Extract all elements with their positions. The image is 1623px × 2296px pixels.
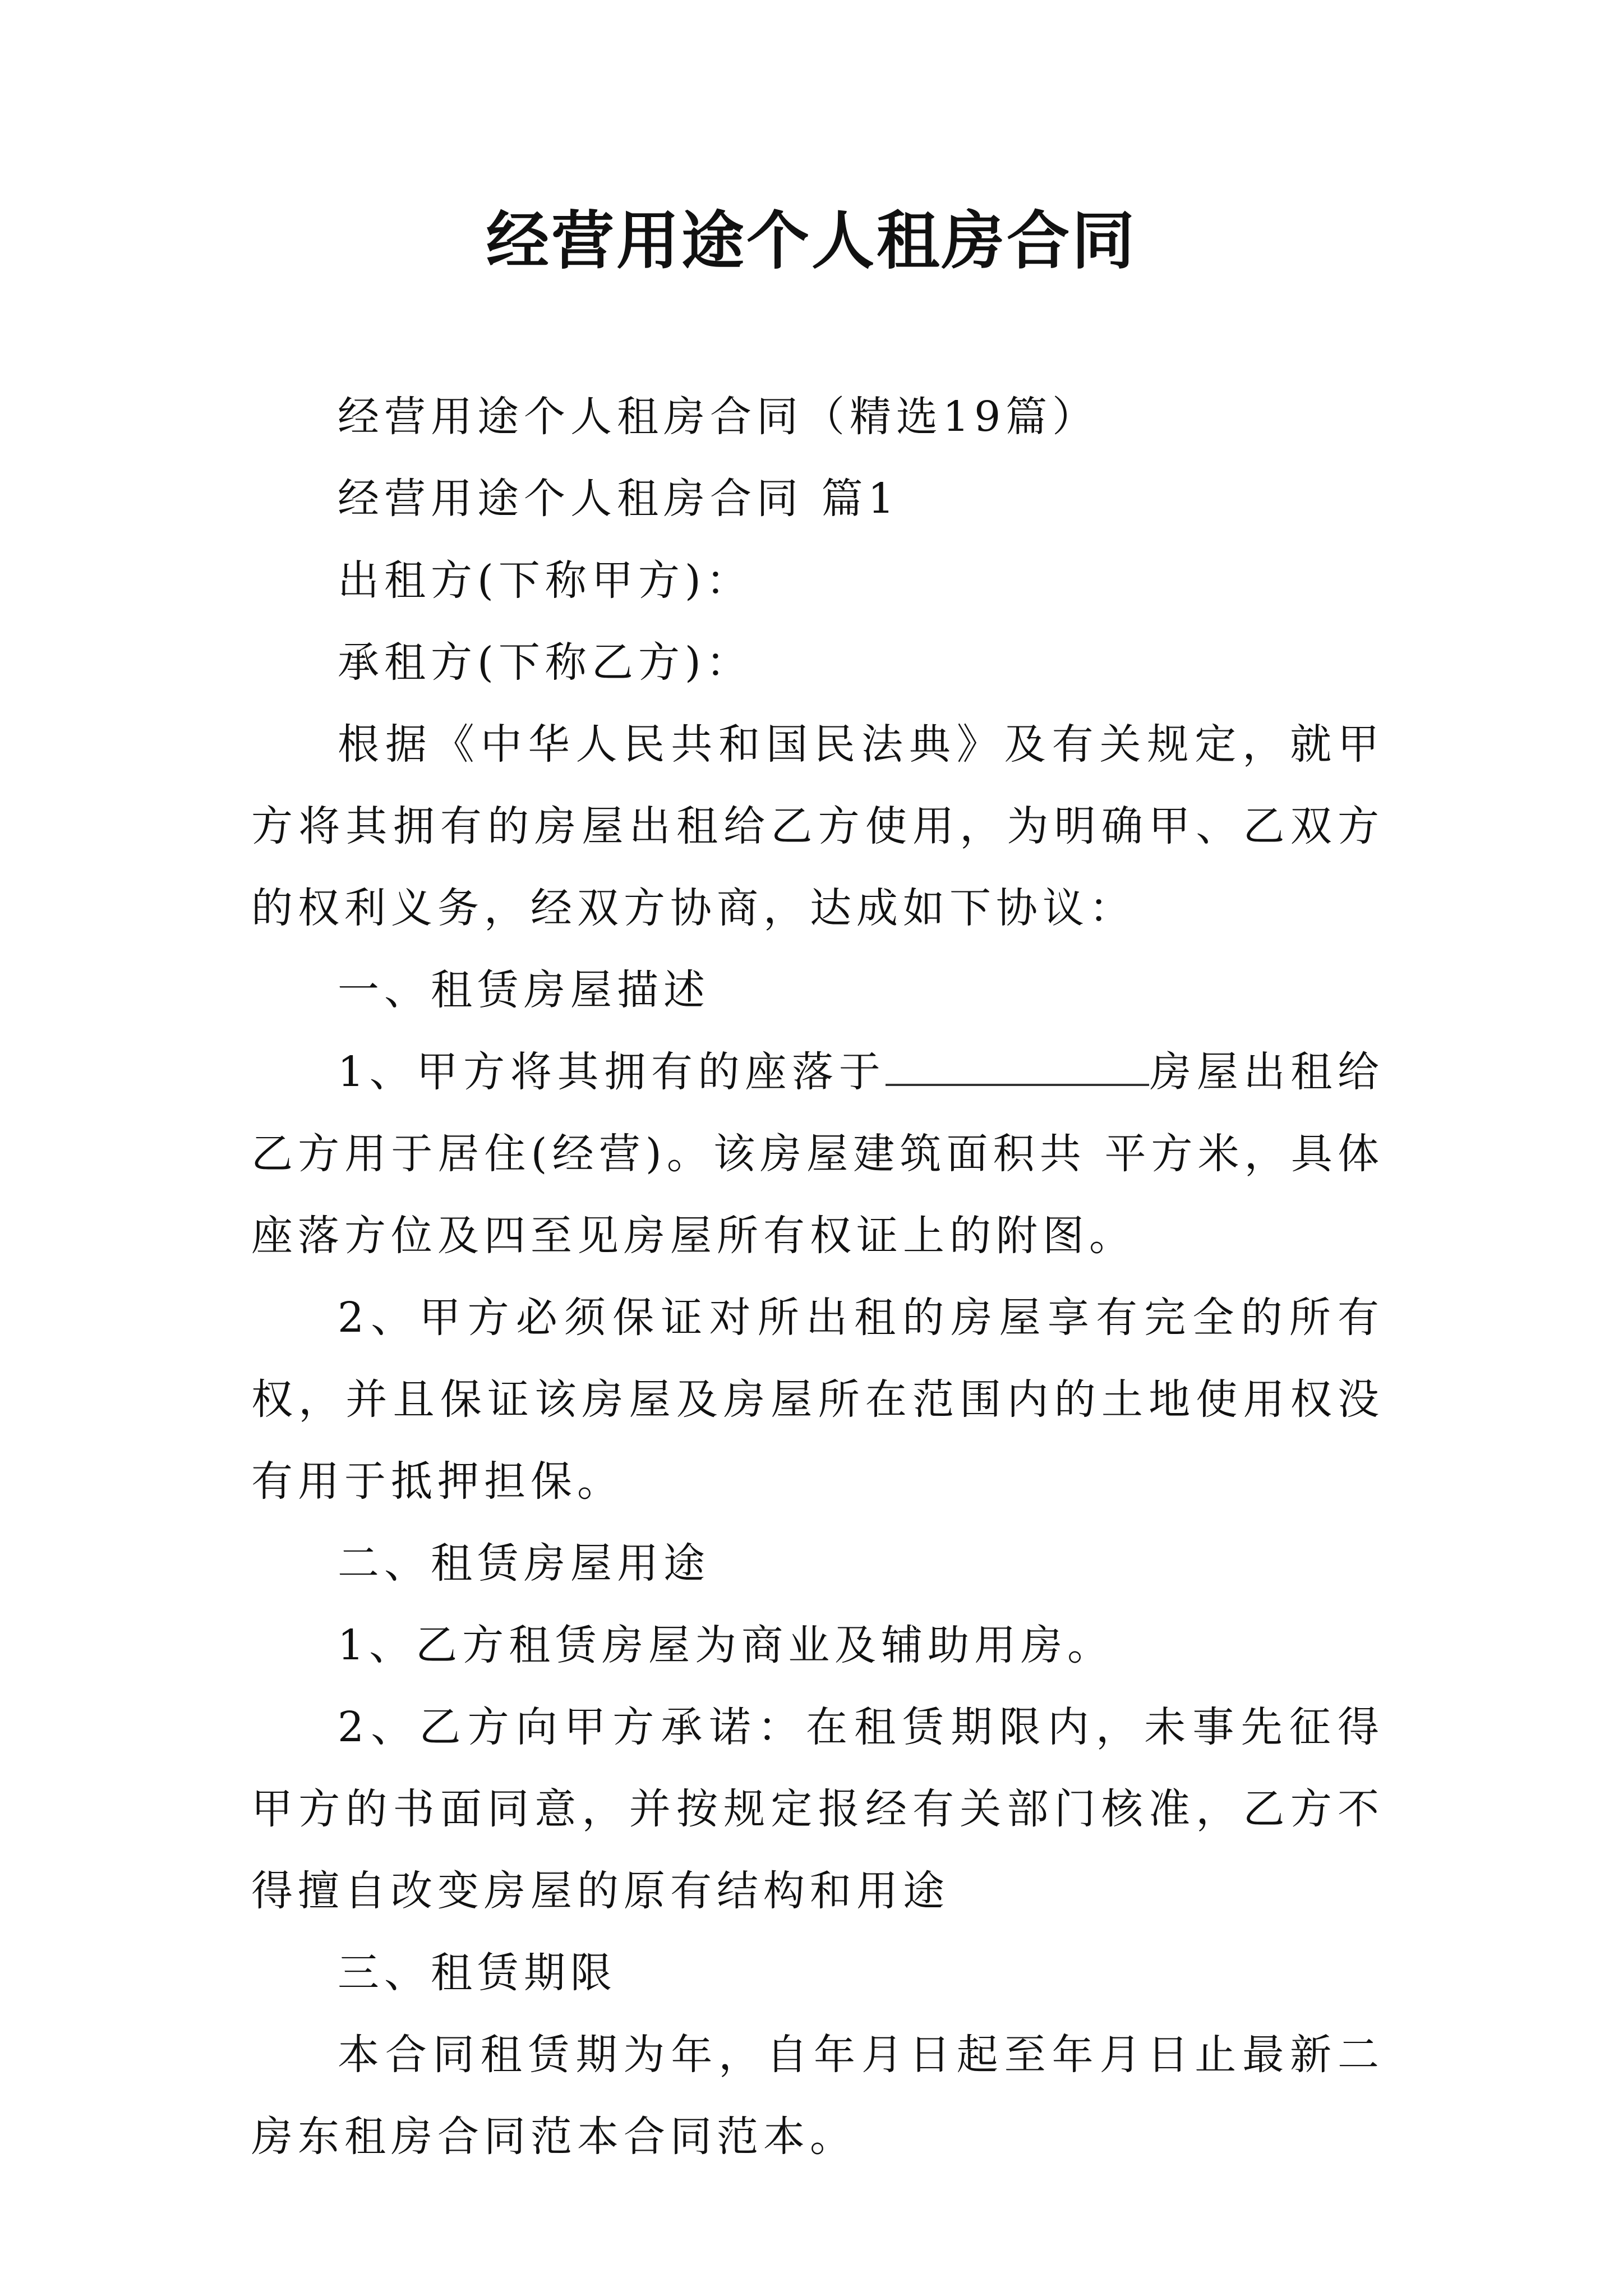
clause-2-1: 1、乙方租赁房屋为商业及辅助用房。 — [338, 1621, 1114, 1669]
clause-heading-1: 一、租赁房屋描述 — [338, 966, 710, 1014]
clause-heading-2: 二、租赁房屋用途 — [338, 1539, 710, 1588]
paragraph-subtitle: 经营用途个人租房合同（精选19篇） — [338, 393, 1099, 441]
paragraph-lessor: 出租方(下称甲方)： — [338, 556, 753, 605]
clause-1-1-rest: 房屋出租给乙方用于居住(经营)。该房屋建筑面积共 平方米，具体座落方位及四至见房屋所有权证上的附图。 — [251, 1048, 1384, 1260]
document-body — [251, 376, 1384, 2178]
paragraph-preamble: 根据《中华人民共和国民法典》及有关规定，就甲方将其拥有的房屋出租给乙方使用，为明确甲、乙双方的权利义务，经双方协商，达成如下协议： — [251, 720, 1384, 932]
clause-1-2: 2、甲方必须保证对所出租的房屋享有完全的所有权，并且保证该房屋及房屋所在范围内的土地使用权没有用于抵押担保。 — [251, 1294, 1384, 1506]
document-title: 经营用途个人租房合同 — [486, 205, 1137, 278]
fill-in-blank — [886, 1050, 1149, 1086]
clause-1-1 — [251, 1031, 1384, 1277]
clause-1-1-start: 1、甲方将其拥有的座落于 — [338, 1048, 886, 1096]
clause-heading-3: 三、租赁期限 — [338, 1949, 617, 1997]
paragraph-section-heading: 经营用途个人租房合同 篇1 — [338, 475, 900, 523]
paragraph-lessee: 承租方(下称乙方)： — [338, 638, 753, 687]
clause-3-1: 本合同租赁期为年，自年月日起至年月日止最新二房东租房合同范本合同范本。 — [251, 2031, 1384, 2161]
clause-2-2: 2、乙方向甲方承诺：在租赁期限内，未事先征得甲方的书面同意，并按规定报经有关部门核准，乙方不得擅自改变房屋的原有结构和用途 — [251, 1703, 1384, 1915]
